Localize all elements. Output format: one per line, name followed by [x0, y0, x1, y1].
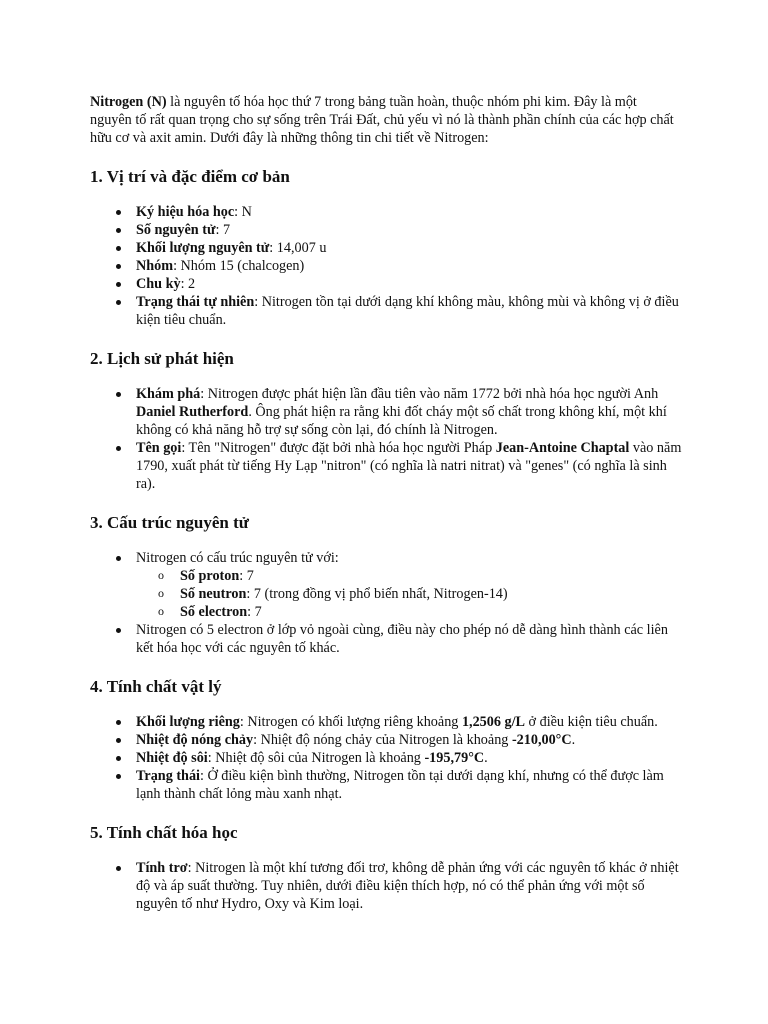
item-text: : 7: [215, 222, 231, 238]
item-text: . Ông phát hiện ra rằng khi đốt cháy một số chất trong không khí, một khí không có khả năng hỗ trợ sự sống còn lại, đó chính là Nitrogen.: [136, 404, 667, 438]
item-text: vào năm 1790, xuất phát từ tiếng Hy Lạp "nitron" (có nghĩa là natri nitrat) và "genes" (có nghĩa là sinh ra).: [136, 440, 682, 492]
item-text: Nitrogen có 5 electron ở lớp vỏ ngoài cùng, điều này cho phép nó dễ dàng hình thành các liên kết hóa học với các nguyên tố khác.: [136, 622, 668, 656]
list-item: [136, 257, 682, 275]
item-label: Trạng thái: [136, 768, 200, 784]
list-item: [136, 439, 682, 493]
list-item: [136, 203, 682, 221]
item-label: Số electron: [180, 604, 248, 620]
item-text: : Nhóm 15 (chalcogen): [173, 258, 305, 274]
item-label: Số neutron: [180, 586, 247, 602]
item-text: : Nhiệt độ sôi của Nitrogen là khoảng: [207, 750, 425, 766]
chemical-properties-list: [90, 859, 682, 913]
intro-term: Nitrogen (N): [90, 94, 167, 110]
item-label: Nhiệt độ nóng chảy: [136, 732, 254, 748]
intro-text: là nguyên tố hóa học thứ 7 trong bảng tuần hoàn, thuộc nhóm phi kim. Đây là một nguyên tố rất quan trọng cho sự sống trên Trái Đất, chủ yếu vì nó là thành phần chính của các hợp chất hữu cơ và axit amin. Dưới đây là những thông tin chi tiết về Nitrogen:: [90, 94, 674, 146]
list-item: [136, 385, 682, 439]
item-text: .: [484, 750, 488, 766]
item-text: : Nitrogen tồn tại dưới dạng khí không màu, không mùi và không vị ở điều kiện tiêu chuẩn.: [136, 294, 679, 328]
item-text: : 14,007 u: [269, 240, 327, 256]
intro-paragraph: [90, 93, 682, 147]
list-item: [136, 749, 682, 767]
basic-properties-list: [90, 203, 682, 329]
document-page: [90, 93, 682, 932]
section-heading-position: 1. Vị trí và đặc điểm cơ bản: [90, 167, 290, 186]
list-item: [136, 621, 682, 657]
scientist-name: Jean-Antoine Chaptal: [495, 440, 630, 456]
item-text: Nitrogen có cấu trúc nguyên tử với:: [136, 550, 339, 566]
item-label: Chu kỳ: [136, 276, 181, 292]
item-text: : Tên "Nitrogen" được đặt bởi nhà hóa học người Pháp: [181, 440, 496, 456]
item-label: Tính trơ: [136, 860, 188, 876]
list-item: [136, 275, 682, 293]
list-item: [136, 549, 682, 621]
physical-properties-list: [90, 713, 682, 803]
sub-list: [136, 567, 682, 621]
item-text: : Nitrogen được phát hiện lần đầu tiên vào năm 1772 bởi nhà hóa học người Anh: [200, 386, 659, 402]
item-label: Số proton: [180, 568, 240, 584]
item-text: .: [571, 732, 576, 748]
item-value: 1,2506 g/L: [461, 714, 525, 730]
item-text: : 7 (trong đồng vị phổ biến nhất, Nitrogen-14): [246, 586, 508, 602]
item-text: : Nhiệt độ nóng chảy của Nitrogen là khoảng: [253, 732, 512, 748]
item-label: Ký hiệu hóa học: [136, 204, 235, 220]
list-item: [136, 731, 682, 749]
list-item: [136, 713, 682, 731]
item-text: : 2: [180, 276, 196, 292]
item-value: -195,79°C: [424, 750, 485, 766]
item-label: Tên gọi: [136, 440, 182, 456]
item-label: Nhiệt độ sôi: [136, 750, 208, 766]
section-heading-physical: 4. Tính chất vật lý: [90, 677, 222, 696]
item-label: Nhóm: [136, 258, 174, 274]
section-heading-atomic-structure: 3. Cấu trúc nguyên tử: [90, 513, 249, 532]
list-item: [136, 221, 682, 239]
list-item: [136, 239, 682, 257]
history-list: [90, 385, 682, 493]
item-value: -210,00°C: [511, 732, 572, 748]
section-heading-chemical: 5. Tính chất hóa học: [90, 823, 238, 842]
list-item: [136, 767, 682, 803]
list-item: [136, 293, 682, 329]
item-text: : Nitrogen là một khí tương đối trơ, không dễ phản ứng với các nguyên tố khác ở nhiệt độ và áp suất thường. Tuy nhiên, dưới điều kiện thích hợp, nó có thể phản ứng với một số nguyên tố như Hydro, Oxy và Kim loại.: [136, 860, 679, 912]
list-item: [136, 859, 682, 913]
atomic-structure-list: [90, 549, 682, 657]
item-label: Khối lượng riêng: [136, 714, 240, 730]
item-label: Khám phá: [136, 386, 201, 402]
item-text: : Nitrogen có khối lượng riêng khoảng: [239, 714, 462, 730]
item-label: Khối lượng nguyên tử: [136, 240, 270, 256]
item-text: ở điều kiện tiêu chuẩn.: [525, 714, 658, 730]
sub-list-item: [180, 603, 682, 621]
item-text: : 7: [247, 604, 262, 620]
section-heading-history: 2. Lịch sử phát hiện: [90, 349, 234, 368]
sub-list-item: [180, 585, 682, 603]
item-label: Số nguyên tử: [136, 222, 216, 238]
item-label: Trạng thái tự nhiên: [136, 294, 255, 310]
scientist-name: Daniel Rutherford: [136, 404, 249, 420]
item-text: : N: [234, 204, 252, 220]
sub-list-item: [180, 567, 682, 585]
item-text: : Ở điều kiện bình thường, Nitrogen tồn tại dưới dạng khí, nhưng có thể được làm lạnh thành chất lỏng màu xanh nhạt.: [136, 768, 664, 802]
item-text: : 7: [239, 568, 254, 584]
